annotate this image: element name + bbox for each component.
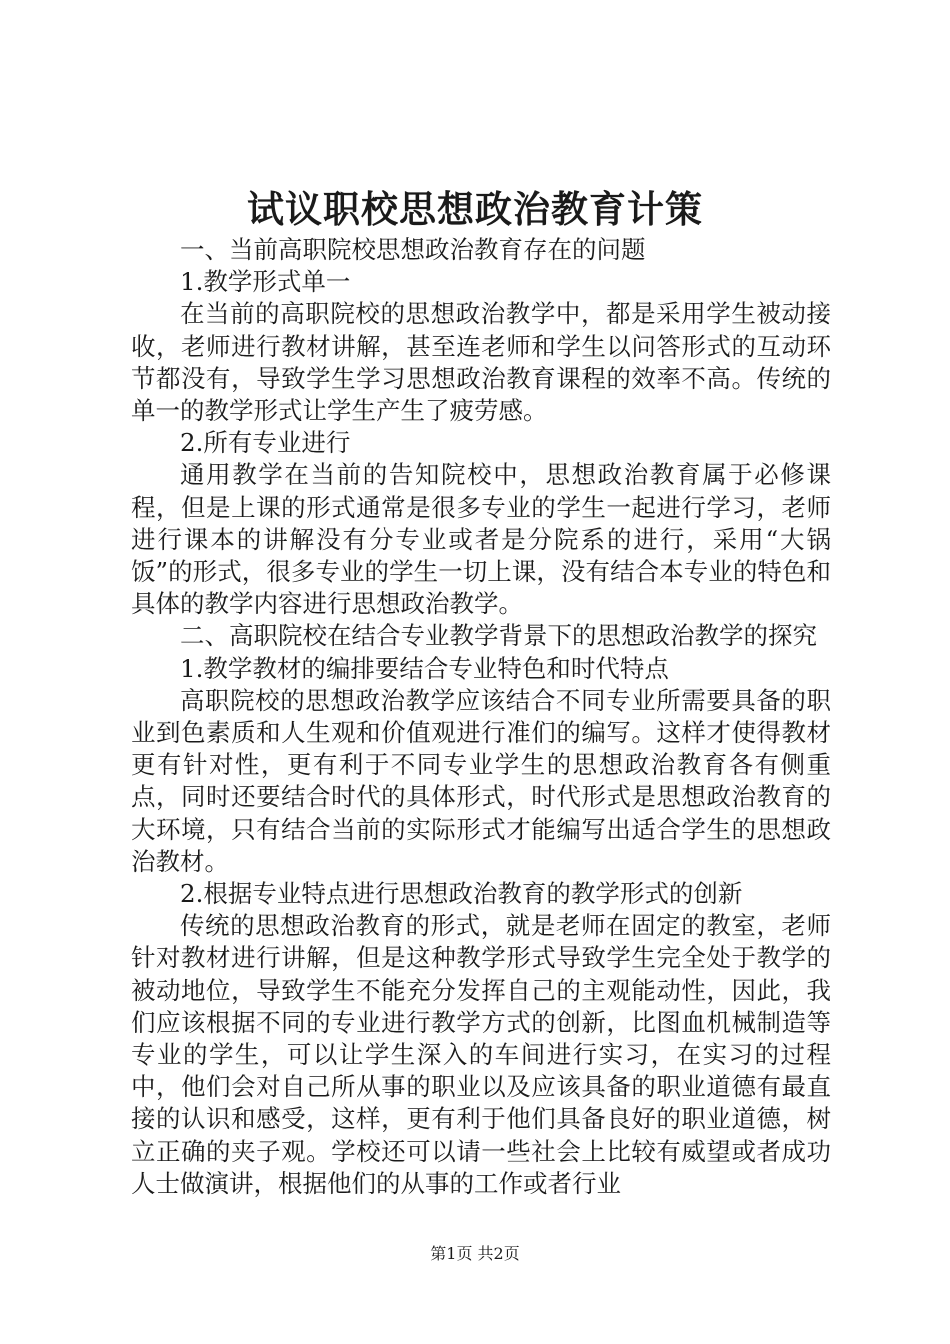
section-heading-2: 二、高职院校在结合专业教学背景下的思想政治教学的探究: [180, 621, 817, 651]
subsection-heading-2-2: 2.根据专业特点进行思想政治教育的教学形式的创新: [180, 879, 743, 909]
paragraph-3: 高职院校的思想政治教学应该结合不同专业所需要具备的职业到色素质和人生观和价值观进行准们的编写。这样才使得教材更有针对性，更有利于不同专业学生的思想政治教育各有侧重点，同时还要结合时代的具体形式，时代形式是思想政治教育的大环境，只有结合当前的实际形式才能编写出适合学生的思想政治教材。: [131, 685, 831, 876]
subsection-heading-2-1: 1.教学教材的编排要结合专业特色和时代特点: [180, 653, 669, 683]
paragraph-2: 通用教学在当前的告知院校中，思想政治教育属于必修课程，但是上课的形式通常是很多专业的学生一起进行学习，老师进行课本的讲解没有分专业或者是分院系的进行，采用“大锅饭”的形式，很多专业的学生一切上课，没有结合本专业的特色和具体的教学内容进行思想政治教学。: [131, 460, 831, 619]
subsection-heading-1-2: 2.所有专业进行: [180, 428, 351, 458]
document-body: [131, 234, 831, 1200]
section-heading-1: 一、当前高职院校思想政治教育存在的问题: [180, 235, 646, 264]
document-title: 试议职校思想政治教育计策: [247, 187, 703, 231]
page-footer: 第1页 共2页: [430, 1244, 520, 1263]
paragraph-1: 在当前的高职院校的思想政治教学中，都是采用学生被动接收，老师进行教材讲解，甚至连老师和学生以问答形式的互动环节都没有，导致学生学习思想政治教育课程的效率不高。传统的单一的教学形式让学生产生了疲劳感。: [131, 299, 831, 426]
subsection-heading-1-1: 1.教学形式单一: [180, 267, 351, 297]
paragraph-4: 传统的思想政治教育的形式，就是老师在固定的教室，老师针对教材进行讲解，但是这种教学形式导致学生完全处于教学的被动地位，导致学生不能充分发挥自己的主观能动性，因此，我们应该根据不同的专业进行教学方式的创新，比图血机械制造等专业的学生，可以让学生深入的车间进行实习，在实习的过程中，他们会对自己所从事的职业以及应该具备的职业道德有最直接的认识和感受，这样，更有利于他们具备良好的职业道德，树立正确的夹子观。学校还可以请一些社会上比较有威望或者成功人士做演讲，根据他们的从事的工作或者行业: [131, 911, 831, 1198]
